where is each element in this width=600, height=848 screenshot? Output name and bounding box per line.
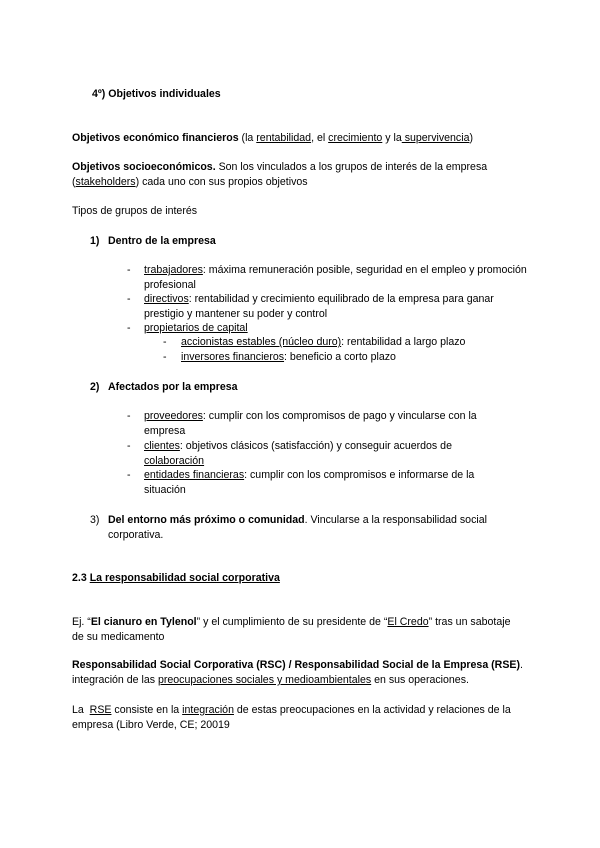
group-number-text: 1): [90, 235, 100, 247]
socio-paragraph: [72, 160, 542, 190]
bullet-dash: -: [127, 410, 131, 422]
group-number-text: 3): [90, 514, 100, 526]
list-item-text: : rentabilidad y crecimiento equilibrado de la empresa para ganar prestigio y mantener su poder y control: [144, 293, 494, 320]
bullet-dash: -: [127, 469, 131, 481]
example-text: ” tras un sabotaje de su medicamento: [72, 616, 511, 643]
list-item-text: : máxima remuneración posible, seguridad en el empleo y promoción profesional: [144, 264, 527, 291]
example-text: ” y el cumplimiento de su presidente de “: [196, 616, 388, 628]
list-item: [144, 468, 514, 498]
term-colaboracion: colaboración: [144, 455, 205, 467]
section-number: 2.3: [72, 572, 87, 584]
rse-text: La: [72, 704, 90, 716]
term-el-credo: El Credo: [387, 616, 429, 628]
section-heading-4: [92, 87, 221, 102]
econ-term-rentabilidad: rentabilidad: [256, 132, 312, 144]
list-item: [144, 439, 504, 469]
term-preocupaciones: preocupaciones sociales y medioambientales: [157, 674, 372, 686]
group-title-text: Afectados por la empresa: [108, 381, 238, 393]
example-text: Ej. “: [72, 616, 91, 628]
list-item: [144, 292, 534, 322]
term-trabajadores: trabajadores: [144, 264, 203, 276]
term-accionistas: accionistas estables (núcleo duro): [181, 336, 342, 348]
econ-text: (la: [238, 132, 257, 144]
group-2-number: [90, 380, 99, 395]
list-item: [144, 321, 248, 336]
rse-text: de estas preocupaciones en la actividad y relaciones de la empresa (Libro Verde, CE; 20019: [72, 704, 514, 731]
list-item-text: : objetivos clásicos (satisfacción) y conseguir acuerdos de: [179, 440, 452, 452]
sub-bullet-dash: -: [163, 336, 167, 348]
rse-paragraph: [72, 703, 527, 733]
term-proveedores: proveedores: [144, 410, 203, 422]
econ-text: ): [469, 132, 473, 144]
econ-term-supervivencia: supervivencia: [401, 132, 470, 144]
sub-list-item-text: : rentabilidad a largo plazo: [341, 336, 466, 348]
term-inversores: inversores financieros: [181, 351, 285, 363]
list-item: [144, 263, 534, 293]
term-rse: RSE: [89, 704, 112, 716]
term-entidades-financieras: entidades financieras: [144, 469, 245, 481]
group-1-title: [108, 234, 216, 249]
socio-title: Objetivos socioeconómicos.: [72, 161, 216, 173]
econ-text: , el: [311, 132, 329, 144]
term-propietarios: propietarios de capital: [144, 322, 248, 334]
econ-title: Objetivos económico financieros: [72, 132, 239, 144]
socio-text: ) cada uno con sus propios objetivos: [135, 176, 308, 188]
group-number-text: 2): [90, 381, 100, 393]
example-paragraph: [72, 615, 512, 645]
econ-term-crecimiento: crecimiento: [328, 132, 383, 144]
list-item-text: : cumplir con los compromisos de pago y vincularse con la empresa: [144, 410, 477, 437]
rse-text: consiste en la: [111, 704, 183, 716]
group-3-text: . Vincularse a la responsabilidad social corporativa.: [108, 514, 487, 541]
rsc-text: . integración de las: [72, 659, 523, 686]
group-1-number: [90, 234, 99, 249]
sub-list-item-text: : beneficio a corto plazo: [284, 351, 396, 363]
bullet-dash: -: [127, 264, 131, 276]
section-title: La responsabilidad social corporativa: [89, 572, 280, 584]
group-3-number: [90, 513, 99, 528]
econ-text: y la: [382, 132, 402, 144]
example-bold: El cianuro en Tylenol: [90, 616, 197, 628]
sub-bullet-dash: -: [163, 351, 167, 363]
socio-term-stakeholders: stakeholders: [75, 176, 136, 188]
sub-list-item: [181, 350, 396, 365]
group-2-title: [108, 380, 238, 395]
tipos-label: Tipos de grupos de interés: [72, 205, 198, 217]
group-3-title: Del entorno más próximo o comunidad: [108, 514, 305, 526]
socio-text: Son los vinculados a los grupos de interés de la empresa (: [72, 161, 488, 188]
section-heading-text: 4º) Objetivos individuales: [92, 88, 221, 100]
sub-list-item: [181, 335, 465, 350]
econ-paragraph: [72, 131, 542, 146]
group-title-text: Dentro de la empresa: [108, 235, 216, 247]
term-directivos: directivos: [144, 293, 189, 305]
bullet-dash: -: [127, 440, 131, 452]
bullet-dash: -: [127, 322, 131, 334]
term-integracion: integración: [182, 704, 234, 716]
list-item-text: : cumplir con los compromisos e informarse de la situación: [144, 469, 475, 496]
rsc-text: en sus operaciones.: [371, 674, 469, 686]
section-heading-2-3: [72, 571, 280, 586]
group-3-paragraph: [108, 513, 528, 543]
rsc-paragraph: [72, 658, 532, 688]
bullet-dash: -: [127, 293, 131, 305]
list-item: [144, 409, 514, 439]
term-clientes: clientes: [144, 440, 180, 452]
rsc-title: Responsabilidad Social Corporativa (RSC) / Responsabilidad Social de la Empresa (RSE): [72, 659, 520, 671]
